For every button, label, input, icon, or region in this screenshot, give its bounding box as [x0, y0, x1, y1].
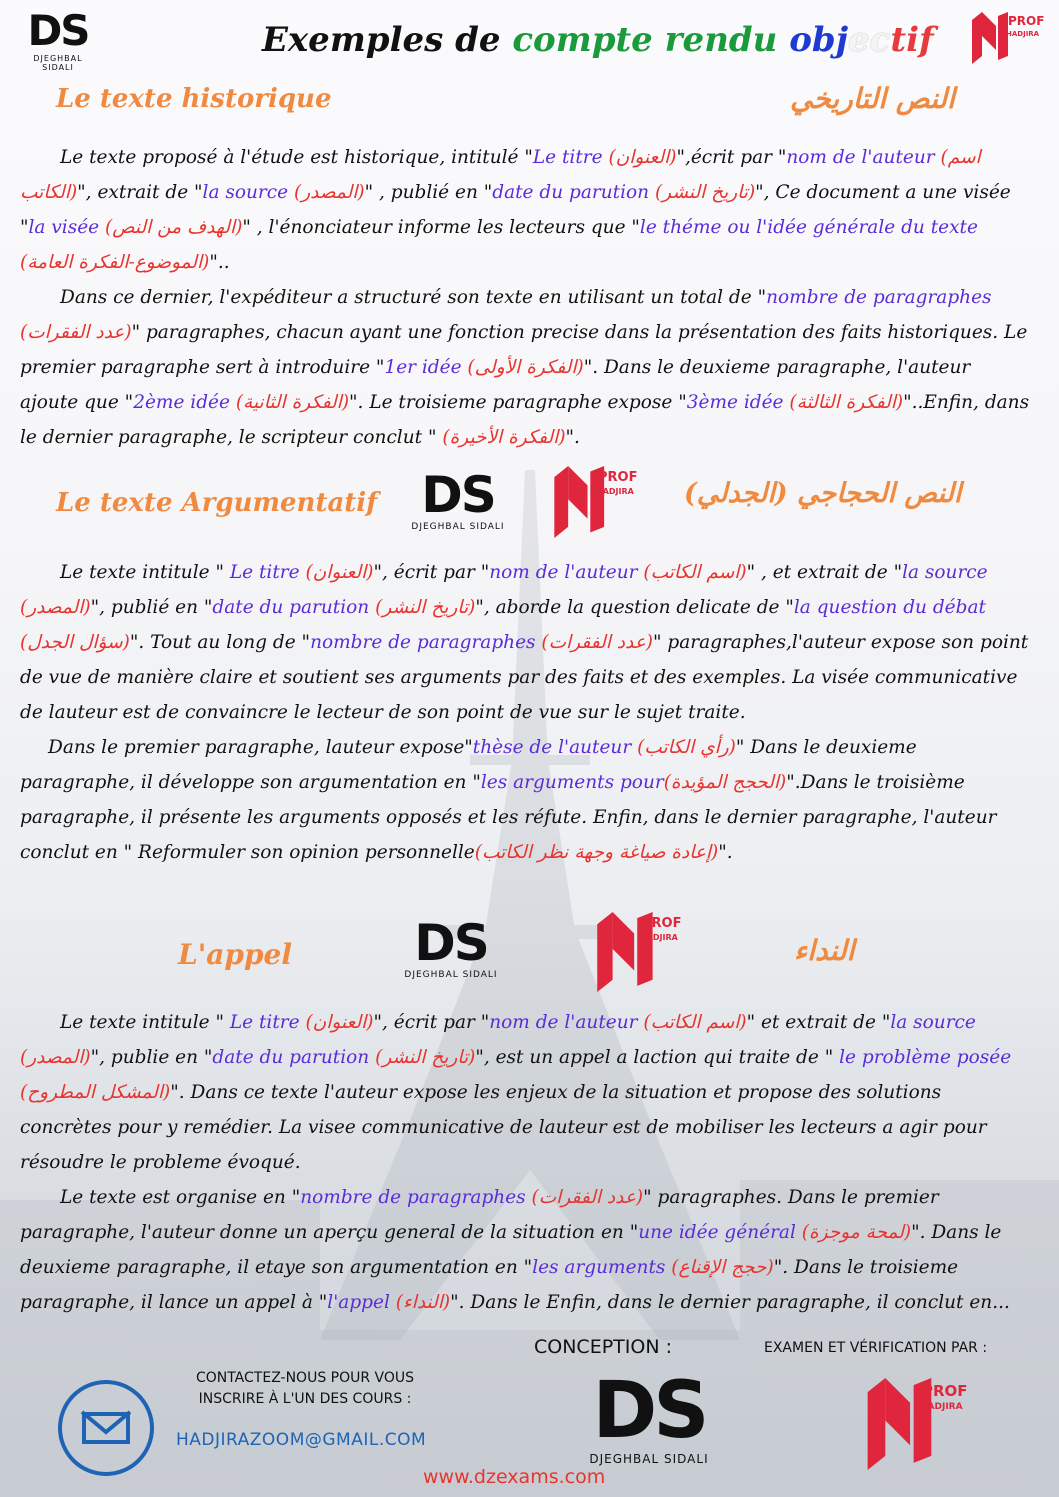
ds-logo-top-left: DS DJEGHBAL SIDALI [27, 6, 89, 72]
prof-hadjira-logo-section-3: PROF HADJIRA [596, 912, 696, 992]
page-title: Exemples de compte rendu objectif [262, 20, 934, 60]
paragraph-argumentatif [20, 555, 1030, 870]
para-argumentatif-1: Le texte intitule " Le titre (العنوان)", écrit par "nom de l'auteur (اسم الكاتب)" , et extrait de "la source (المصدر)", publié en "date du parution (تاريخ النشر)", aborde la question delicate de "la question du débat (سؤال الجدل)". Tout au long de "nombre de paragraphes (عدد الفقرات)" paragraphes,l'auteur expose son point de vue de manière claire et soutient ses arguments par des faits et des exemples. La visée communicative de lauteur est de convaincre le lecteur de son point de vue sur le sujet traite. [20, 562, 1029, 723]
heading-appel-ar: النداء [794, 934, 855, 967]
prof-hadjira-logo-top-right: PROF HADJIRA [972, 12, 1042, 64]
contact-line-2: INSCRIRE À L'UN DES COURS : [198, 1391, 412, 1407]
heading-appel-fr: L'appel [178, 938, 293, 971]
ds-logo-footer: DS DJEGHBAL SIDALI [589, 1366, 709, 1466]
contact-text [160, 1368, 450, 1410]
para-appel-2: Le texte est organise en "nombre de paragraphes (عدد الفقرات)" paragraphes. Dans le premier paragraphe, l'auteur donne un aperçu general de la situation en "une idée général (لمحة موجزة)". Dans le deuxieme paragraphe, il etaye son argumentation en "les arguments (حجج الإقناع)". Dans le troisieme paragraphe, il lance un appel à "l'appel (النداء)". Dans le Enfin, dans le dernier paragraphe, il conclut en... [20, 1187, 1010, 1313]
paragraph-historique [20, 140, 1030, 455]
website-link[interactable]: www.dzexams.com [423, 1466, 606, 1488]
contact-email[interactable]: HADJIRAZOOM@GMAIL.COM [176, 1430, 427, 1450]
heading-argumentatif-ar: النص الحجاجي (الجدلي) [684, 478, 962, 509]
envelope-icon [58, 1380, 154, 1476]
para-argumentatif-2: Dans le premier paragraphe, lauteur expose"thèse de l'auteur (رأي الكاتب)" Dans le deuxieme paragraphe, il développe son argumentation en "les arguments pour(الحجج المؤيدة)".Dans le troisième paragraphe, il présente les arguments opposés et les réfute. Enfin, dans le dernier paragraphe, l'auteur conclut en " Reformuler son opinion personnelle(إعادة صياغة وجهة نظر الكاتب)". [20, 737, 997, 863]
ds-logo-section-3: DS DJEGHBAL SIDALI [404, 914, 498, 980]
conception-label: CONCEPTION : [534, 1336, 672, 1358]
verification-label: EXAMEN ET VÉRIFICATION PAR : [764, 1340, 988, 1356]
ds-logo-section-2: DS DJEGHBAL SIDALI [411, 466, 505, 532]
heading-historique-ar: النص التاريخي [790, 82, 955, 115]
para-historique-2: Dans ce dernier, l'expéditeur a structuré son texte en utilisant un total de "nombre de paragraphes (عدد الفقرات)" paragraphes, chacun ayant une fonction precise dans la présentation des faits historiques. Le premier paragraphe sert à introduire "1er idée (الفكرة الأولى)". Dans le deuxieme paragraphe, l'auteur ajoute que "2ème idée (الفكرة الثانية)". Le troisieme paragraphe expose "3ème idée (الفكرة الثالثة)"..Enfin, dans le dernier paragraphe, le scripteur conclut " (الفكرة الأخيرة)". [20, 287, 1030, 448]
paragraph-appel [20, 1005, 1030, 1320]
heading-historique-fr: Le texte historique [56, 84, 332, 114]
prof-hadjira-logo-footer: PROF HADJIRA [866, 1378, 986, 1470]
para-appel-1: Le texte intitule " Le titre (العنوان)", écrit par "nom de l'auteur (اسم الكاتب)" et extrait de "la source (المصدر)", publie en "date du parution (تاريخ النشر)", est un appel a laction qui traite de " le problème posée (المشكل المطروح)". Dans ce texte l'auteur expose les enjeux de la situation et propose des solutions concrètes pour y remédier. La visee communicative de lauteur est de mobiliser les lecteurs a agir pour résoudre le probleme évoqué. [20, 1012, 1012, 1173]
para-historique-1: Le texte proposé à l'étude est historique, intitulé "Le titre (العنوان)",écrit par "nom de l'auteur (اسم الكاتب)", extrait de "la source (المصدر)" , publié en "date du parution (تاريخ النشر)", Ce document a une visée "la visée (الهدف من النص)" , l'énonciateur informe les lecteurs que "le théme ou l'idée générale du texte (الموضوع-الفكرة العامة)".. [20, 147, 1011, 273]
prof-hadjira-logo-section-2: PROF HADJIRA [552, 466, 652, 538]
contact-line-1: CONTACTEZ-NOUS POUR VOUS [195, 1370, 415, 1386]
heading-argumentatif-fr: Le texte Argumentatif [56, 488, 378, 518]
